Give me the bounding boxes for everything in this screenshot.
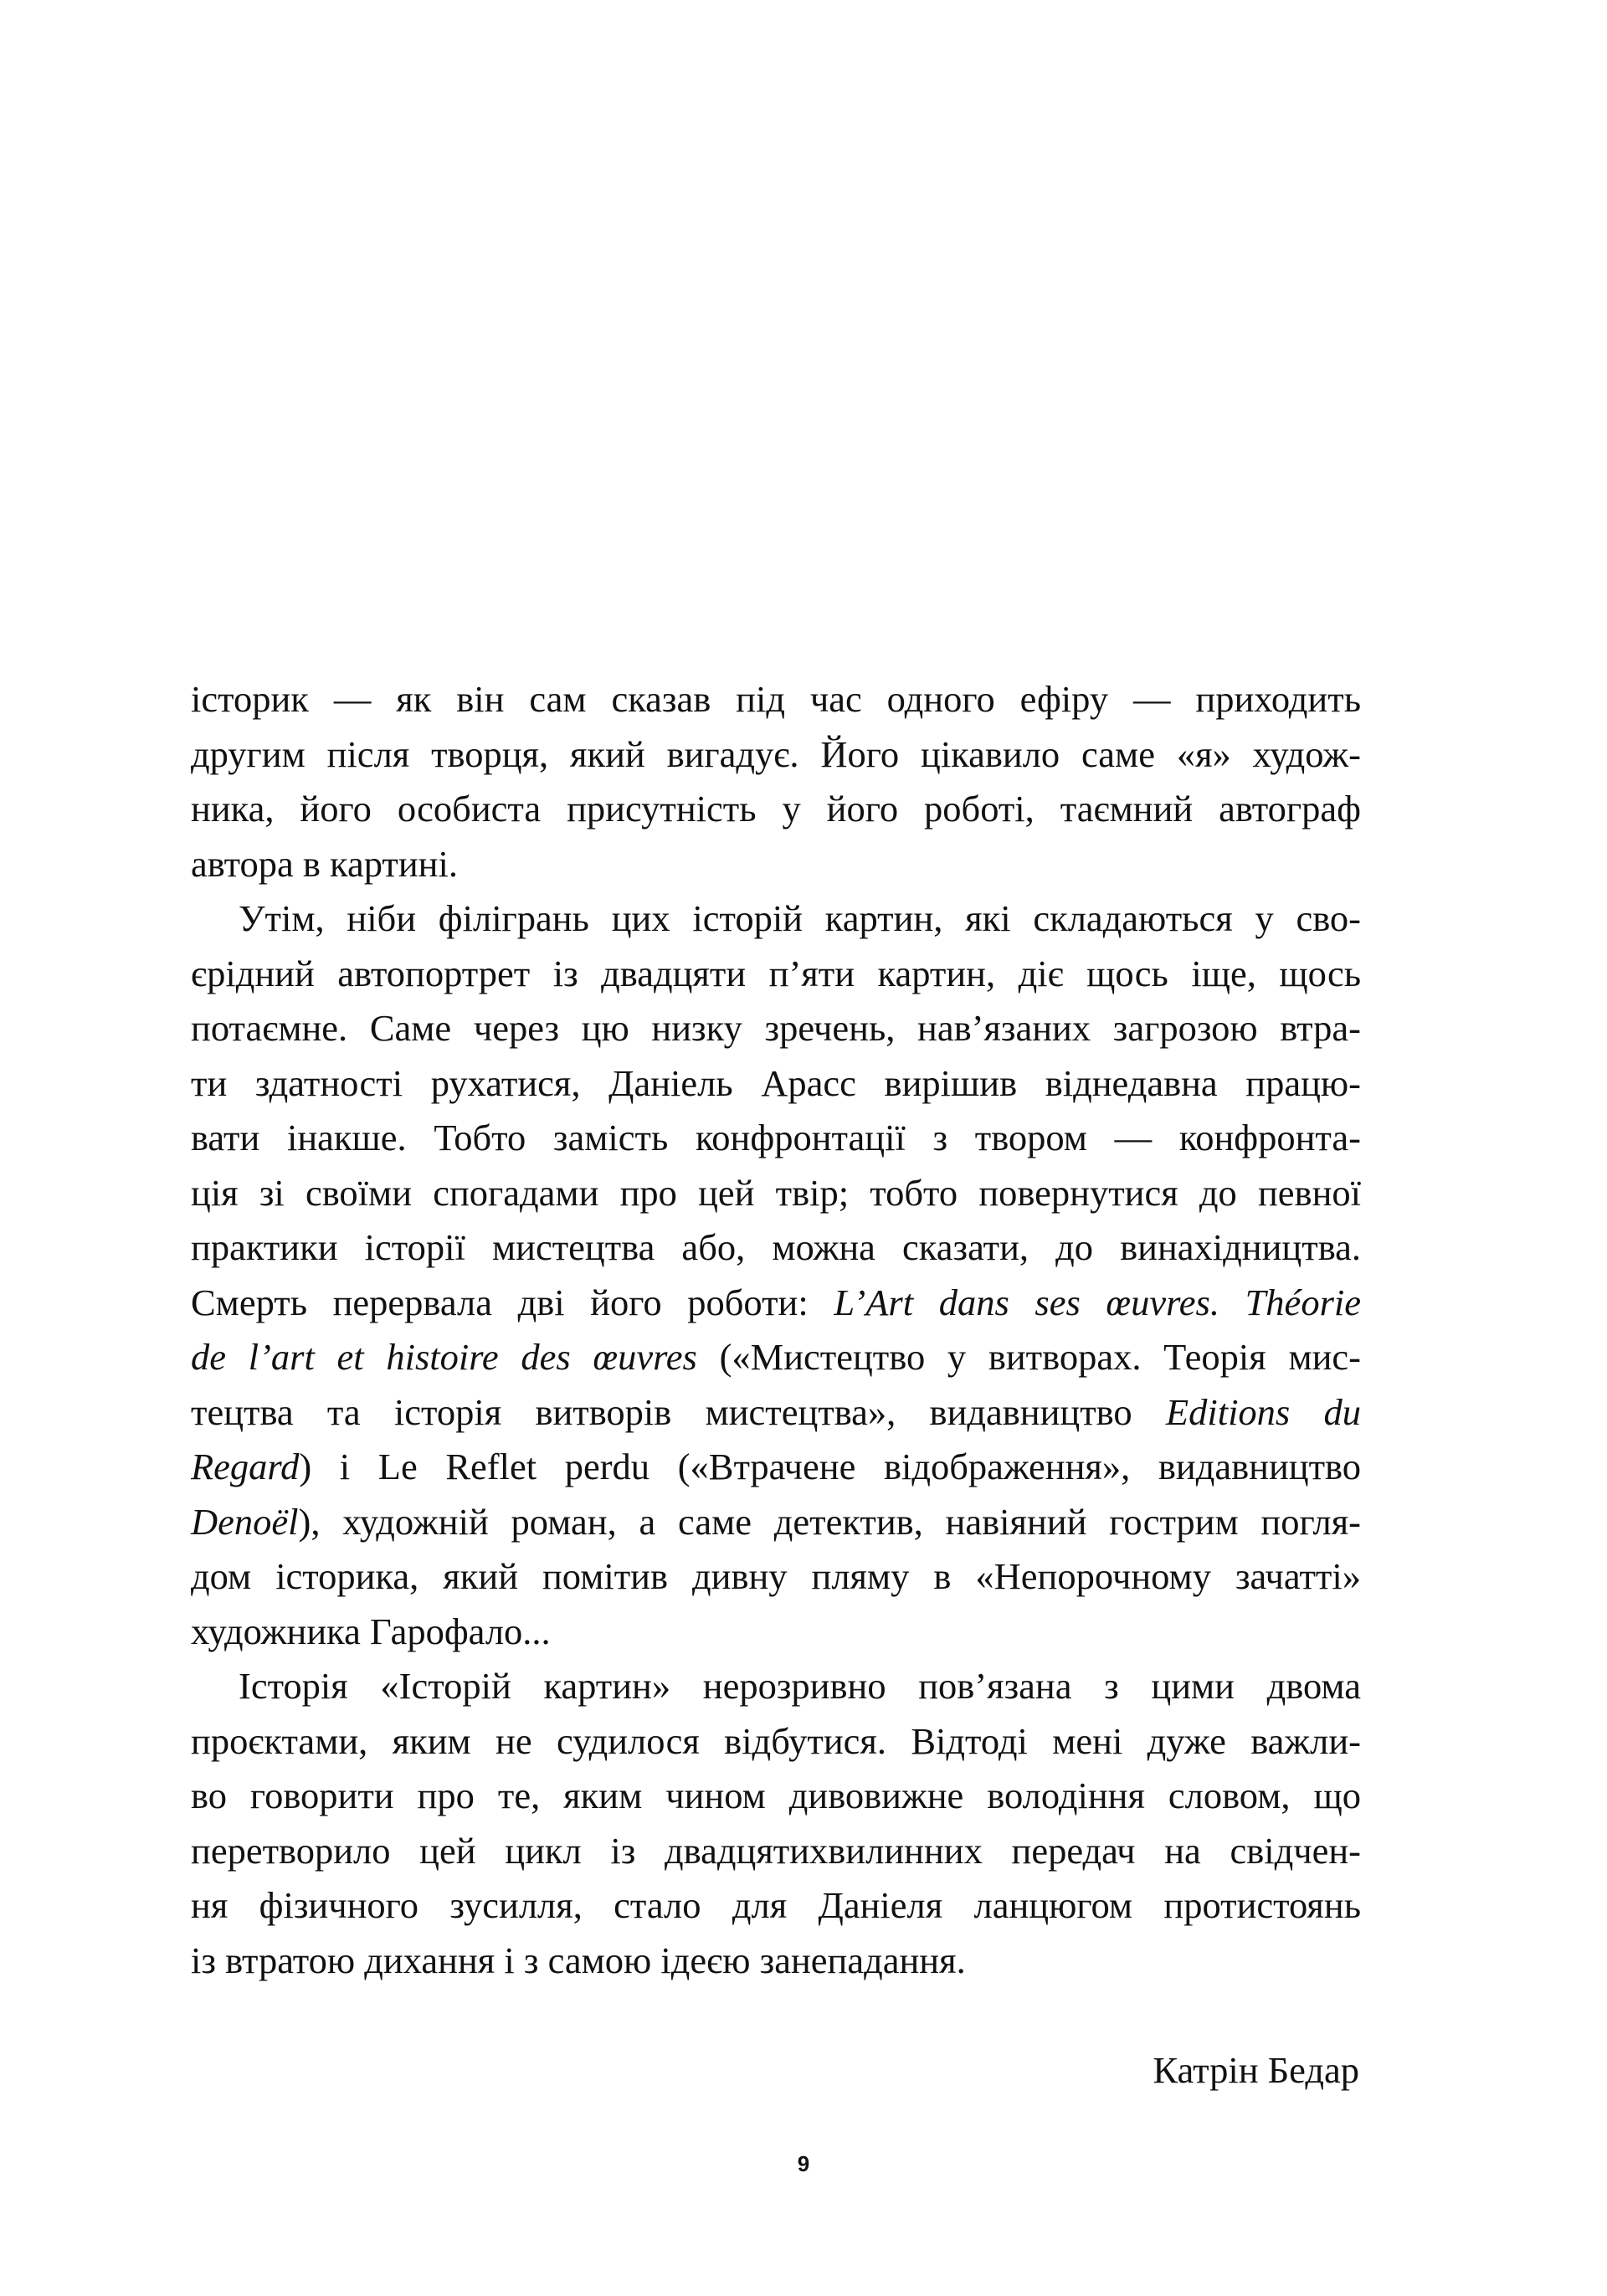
author-signature: Катрін Бедар (1153, 2049, 1359, 2091)
text-run: Смерть перервала дві його роботи: (191, 1281, 834, 1323)
text-line: ти здатності рухатися, Даніель Арасс вирішив віднедавна працю- (191, 1061, 1361, 1104)
text-line: художника Гарофало... (191, 1610, 551, 1652)
text-run: тецтва та історія витворів мистецтва», видавництво (191, 1390, 1166, 1433)
text-line: проєктами, яким не судилося відбутися. Відтоді мені дуже важли- (191, 1719, 1361, 1762)
publisher-italic: Editions du (1165, 1390, 1362, 1433)
text-line: Утім, ніби філігрань цих історій картин, які складаються у сво- (239, 897, 1361, 939)
text-line: історик — як він сам сказав під час одного ефіру — приходить (191, 678, 1361, 720)
text-line: ня фізичного зусилля, стало для Даніеля ланцюгом протистоянь (191, 1884, 1361, 1926)
publisher-italic: Regard (191, 1446, 300, 1487)
text-line (191, 1495, 1361, 1550)
text-line (191, 1276, 1361, 1331)
text-run: ) і Le Reflet perdu («Втрачене відображення», видавництво (299, 1446, 1361, 1487)
text-line: во говорити про те, яким чином дивовижне володіння словом, що (191, 1775, 1361, 1816)
book-title-italic: L’Art dans ses œuvres. Théorie (834, 1281, 1361, 1323)
publisher-italic: Denoël (191, 1500, 299, 1543)
text-line: ція зі своїми спогадами про цей твір; тобто повернутися до певної (191, 1171, 1361, 1214)
text-line: перетворило цей цикл із двадцятихвилинних передач на свідчен- (191, 1829, 1361, 1872)
book-title-italic: de l’art et histoire des œuvres (191, 1336, 697, 1378)
text-line: із втратою дихання і з самою ідеєю занепадання. (191, 1939, 966, 1981)
text-line: вати інакше. Тобто замість конфронтації з твором — конфронта- (191, 1117, 1361, 1158)
text-run: ), художній роман, а саме детектив, навіяний гострим погля- (298, 1500, 1361, 1543)
text-line: практики історії мистецтва або, можна сказати, до винахідництва. (191, 1226, 1361, 1268)
text-line: другим після творця, який вигадує. Його цікавило саме «я» худож- (191, 732, 1361, 775)
text-line: Історія «Історій картин» нерозривно пов’язана з цими двома (239, 1665, 1361, 1707)
text-line (191, 1385, 1361, 1441)
text-line: дом історика, який помітив дивну пляму в «Непорочному зачатті» (191, 1555, 1361, 1597)
text-line (191, 1440, 1361, 1495)
text-line: потаємне. Саме через цю низку зречень, нав’язаних загрозою втра- (191, 1007, 1361, 1049)
text-line (191, 1330, 1361, 1385)
body-text (191, 672, 1361, 1988)
page-number: 9 (797, 2151, 810, 2176)
text-line: автора в картині. (191, 842, 458, 885)
text-line: єрідний автопортрет із двадцяти п’яти картин, діє щось іще, щось (191, 952, 1361, 994)
text-line: ника, його особиста присутність у його роботі, таємний автограф (191, 788, 1361, 830)
text-run: («Мистецтво у витворах. Теорія мис- (696, 1336, 1362, 1378)
